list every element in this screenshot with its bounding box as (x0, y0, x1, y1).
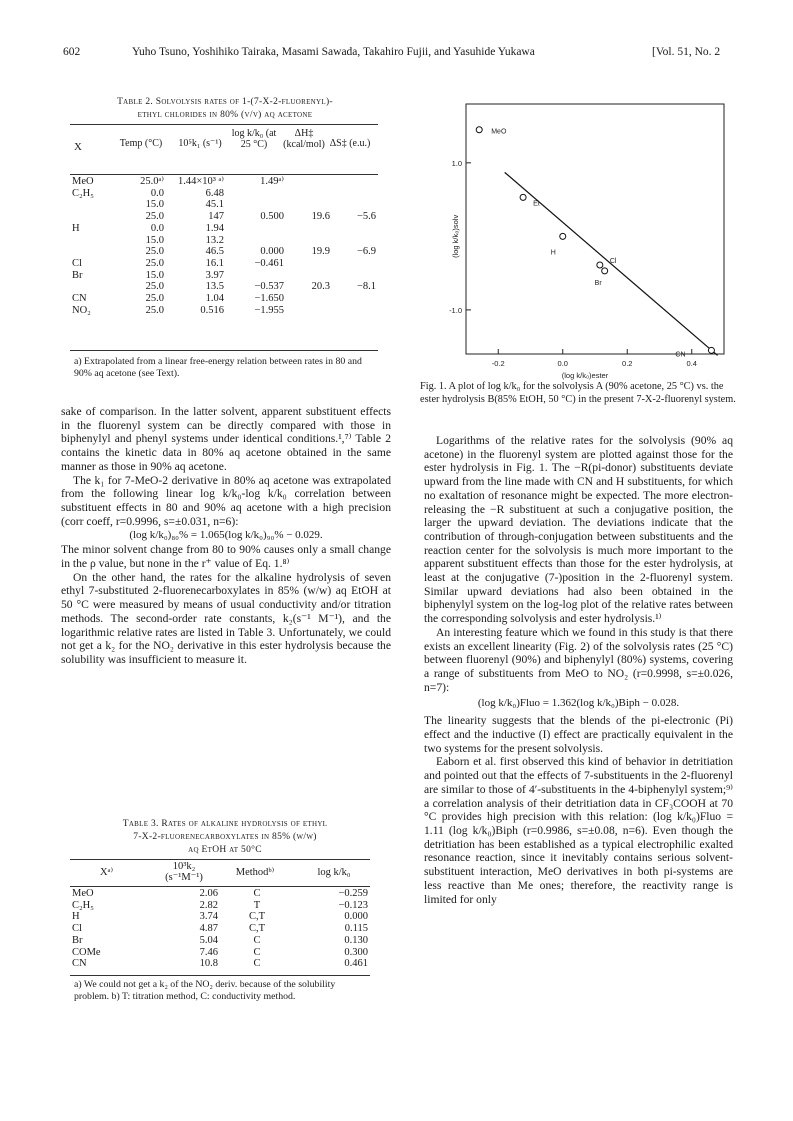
table2-row (70, 199, 378, 211)
table2-cell (286, 199, 332, 211)
table2-cell: 19.9 (311, 246, 330, 258)
table2-row (70, 305, 378, 317)
table2-bottom-rule (70, 350, 378, 351)
point-label: Et (533, 200, 540, 208)
table3-row (70, 935, 370, 947)
plot-frame (466, 104, 724, 354)
left-paragraph-4: On the other hand, the rates for the alkaline hydrolysis of seven ethyl 7-substituted 2-fluorenecarboxylates in 85% (w/w) aq EtOH at 50 °C were measured by means of usual conductivity and/or titration methods. The second-order rate constants, k₂(s⁻¹ M⁻¹), and the logarithmic relative rates are listed in Table 3. Unfortunately, we could not get a k₂ for the NO₂ derivative in this ester hydrolysis because the solubility was insufficient to measure it. (61, 570, 391, 666)
table2-cell: −0.461 (254, 257, 284, 269)
table2-cell (70, 246, 116, 258)
table2-footnote: a) Extrapolated from a linear free-energy relation between rates in 80 and 90% aq acetone (see Text). (74, 356, 362, 379)
table2-cell: 25.0 (145, 211, 164, 223)
table3-caption-line2: 7-X-2-fluorenecarboxylates in 85% (w/w) (133, 832, 317, 842)
table2-row (70, 176, 378, 188)
table2-cell: 25.0 (145, 246, 164, 258)
table3-header-logk: log k/k₀ (317, 867, 351, 878)
table2-cell: 147 (208, 211, 224, 223)
table2-row (70, 211, 378, 223)
table2-header-ds: ΔS‡ (e.u.) (329, 138, 371, 149)
table2-cell (226, 235, 286, 247)
table2-cell (332, 305, 378, 317)
table2-cell: 19.6 (311, 211, 330, 223)
page-number: 602 (63, 46, 81, 58)
table2-cell: −1.650 (254, 293, 284, 305)
table3-cell: 2.82 (199, 899, 218, 911)
table2-cell (286, 305, 332, 317)
x-tick-label: 0.2 (622, 359, 633, 368)
table3-row (70, 947, 370, 959)
table3-row (70, 923, 370, 935)
point-label: Cl (609, 258, 617, 266)
table2-cell: 25.0 (145, 304, 164, 316)
table2-caption-line1: Table 2. Solvolysis rates of 1-(7-X-2-fluorenyl)- (117, 97, 333, 107)
table3-header-k2: 10³k₂ (s⁻¹M⁻¹) (165, 861, 203, 883)
table2-row (70, 246, 378, 258)
data-point (597, 262, 603, 268)
table3-cell: −0.123 (338, 899, 368, 911)
point-label: Br (594, 279, 602, 287)
table2-cell: 13.5 (205, 281, 224, 293)
table2-row (70, 258, 378, 270)
table3-top-rule (70, 859, 370, 860)
table2-cell (286, 176, 332, 188)
right-paragraph-1: Logarithms of the relative rates for the solvolysis (90% aq acetone) in the fluorenyl system are plotted against those for the ester hydrolysis in Fig. 1. The −R(pi-donor) substituents deviate upward from the line made with CN and H substituents, for which no exaltation of resonance might be expected. The more electron-releasing the −R substituent at such a conjugative position, the larger the upward deviation. The deviations indicate that the contribution of through-conjugation between substituents and the reaction center for the solvolysis is much more important to the apparent substituent effects than those for the ester hydrolysis, at least at the conjugative (7-)position in the 2-fluorenyl system. Similar upward deviations had also been obtained in the biphenylyl system on the log-log plot of the relative rates between the corresponding solvolysis and ester hydrolysis.¹⁾ (424, 434, 733, 626)
table2-top-rule (70, 124, 378, 125)
table3-bottom-rule (70, 975, 370, 976)
table2-cell: 25.0ᵃ⁾ (140, 176, 164, 187)
table3-cell: 0.461 (344, 958, 368, 970)
table2-cell: 25.0 (145, 293, 164, 305)
table3-body (70, 888, 370, 970)
table3-cell: C (253, 934, 261, 946)
figure-1-plot (416, 92, 736, 382)
table3-cell: C (253, 946, 261, 958)
table2-cell (286, 270, 332, 282)
table3-cell: MeO (72, 888, 94, 899)
right-paragraph-2: An interesting feature which we found in this study is that there exists an excellent linearity (Fig. 2) of the solvolysis rates (25 °C) between fluorenyl (90%) and biphenylyl (80%) systems, covering a range of substituents from MeO to NO₂ (r=0.9998, s=±0.026, n=7): (424, 625, 733, 694)
table3-cell: T (253, 899, 261, 911)
table2-row (70, 223, 378, 235)
table3-cell: 0.000 (344, 911, 368, 923)
equation-2: (log k/k₀)Fluo = 1.362(log k/k₀)Biph − 0.028. (477, 697, 680, 710)
table2-cell: CN (72, 293, 87, 305)
table2-cell: 1.94 (205, 222, 224, 234)
y-tick-label: 1.0 (451, 158, 462, 168)
table3-cell: Br (72, 934, 83, 946)
table2-header-temp: Temp (°C) (119, 138, 163, 149)
table3-header-x: Xᵃ⁾ (100, 867, 114, 878)
table2-cell: 1.49ᵃ⁾ (260, 176, 284, 187)
table3-cell: C,T (248, 911, 266, 923)
table3-cell: 3.74 (199, 911, 218, 923)
table2-cell: 0.500 (260, 211, 284, 223)
table2-cell: 15.0 (145, 199, 164, 211)
header-authors: Yuho Tsuno, Yoshihiko Tairaka, Masami Sawada, Takahiro Fujii, and Yasuhide Yukawa (132, 46, 535, 58)
table3-cell: 0.115 (344, 923, 368, 935)
table2-cell: 0.0 (150, 187, 164, 199)
table2-cell (286, 235, 332, 247)
table3-cell: 4.87 (199, 923, 218, 935)
data-point (602, 268, 608, 274)
table2-cell: 20.3 (311, 281, 330, 293)
x-tick-label: 0.0 (557, 359, 568, 368)
table2-cell (286, 258, 332, 270)
table2-cell (226, 270, 286, 282)
table2-row (70, 235, 378, 247)
table3-cell: C₂H₅ (72, 899, 94, 911)
table2-cell (70, 211, 116, 223)
table3-row (70, 911, 370, 923)
data-point (560, 233, 566, 239)
table2-cell (332, 293, 378, 305)
figure-1-caption-text: Fig. 1. A plot of log k/k₀ for the solvolysis A (90% acetone, 25 °C) vs. the ester hydrolysis B(85% EtOH, 50 °C) in the present 7-X-2-fluorenyl system. (420, 381, 736, 405)
table2-cell (286, 293, 332, 305)
table2-cell: −6.9 (356, 246, 376, 258)
table2-cell (332, 223, 378, 235)
table3-caption-line1: Table 3. Rates of alkaline hydrolysis of ethyl (122, 819, 328, 829)
table2-cell: −5.6 (356, 211, 376, 223)
table2-cell: 0.000 (260, 246, 284, 258)
table2-cell (332, 258, 378, 270)
table2-row (70, 270, 378, 282)
table2-cell (226, 188, 286, 200)
right-paragraph-3: The linearity suggests that the blends of the pi-electronic (Pi) effect and the inductive (I) effect are practically equivalent in the two systems for the present solvolysis. (424, 714, 733, 755)
table2-cell: 16.1 (205, 257, 224, 269)
table2-cell (332, 235, 378, 247)
right-paragraph-4: Eaborn et al. first observed this kind of behavior in detritiation and pointed out that the effects of 7-substituents in the 2-fluorenyl are similar to those of 4′-substituents in the 4-biphenylyl system;⁹⁾ a correlation analysis of their detritiation data in CF₃COOH at 70 °C provides high precision with this relation: (log k/k₀)Fluo = 1.11 (log k/k₀)Biph (r=0.9986, s=±0.08, n=6). Even though the detritiation has been established as a typical electrophilic exalted resonance reaction, since it inevitably contains serious solvent-substituent interaction, MeO derivatives in both pi-systems are less reactive than Me ones; therefore, the reactivity range is limited for only (424, 755, 733, 906)
table2-cell: NO₂ (72, 304, 91, 316)
data-point (520, 194, 526, 200)
table2-cell (332, 270, 378, 282)
table2-cell: 1.04 (205, 293, 224, 305)
equation-1: (log k/k₀)₈₀% = 1.065(log k/k₀)₉₀% − 0.029. (129, 529, 323, 542)
table3-cell: COMe (72, 946, 101, 958)
left-paragraph-3: The minor solvent change from 80 to 90% causes only a small change in the ρ value, but none in the r⁺ value of Eq. 1.⁸⁾ (61, 543, 391, 571)
table3-cell: 7.46 (199, 946, 218, 958)
table2-cell: 6.48 (205, 187, 224, 199)
table2-caption-line2: ethyl chlorides in 80% (v/v) aq acetone (137, 110, 313, 120)
table2-header-rule (70, 174, 378, 175)
table2-cell: 1.44×10³ ᵃ⁾ (177, 176, 224, 187)
table2-row (70, 188, 378, 200)
table3-row (70, 888, 370, 900)
table2-cell: H (72, 222, 80, 234)
point-label: H (550, 249, 556, 257)
table3-cell: 0.130 (344, 934, 368, 946)
table2-cell (70, 281, 116, 293)
table3-header-method: Methodᵇ⁾ (235, 867, 275, 878)
table3-cell: −0.259 (338, 888, 368, 899)
point-label: MeO (491, 128, 507, 136)
table2-cell: 0.516 (200, 304, 224, 316)
table3-row (70, 900, 370, 912)
table2-body (70, 176, 378, 316)
table2-cell (226, 223, 286, 235)
table2-cell (226, 199, 286, 211)
table2-cell (286, 223, 332, 235)
table2-header-dh: ΔH‡ (kcal/mol) (283, 128, 325, 150)
table3-cell: CN (72, 958, 87, 970)
table2-cell: 3.97 (205, 269, 224, 281)
table2-header-logk: log k/k₀ (at 25 °C) (231, 128, 277, 150)
table3-footnote: a) We could not get a k₂ of the NO₂ deriv. because of the solubility problem. b) T: titration method, C: conductivity method. (74, 979, 336, 1002)
table2-header (70, 128, 378, 172)
table3-cell: 5.04 (199, 934, 218, 946)
table2-cell (332, 188, 378, 200)
table2-cell (70, 199, 116, 211)
table2-cell (332, 176, 378, 188)
table2-header-x: X (74, 141, 82, 153)
figure-1-caption (420, 381, 740, 406)
table2-cell: 15.0 (145, 269, 164, 281)
data-point (476, 127, 482, 133)
table2-cell: 15.0 (145, 234, 164, 246)
table2-cell: 25.0 (145, 281, 164, 293)
y-axis-label: (log k/k₀)solv (451, 214, 460, 258)
table3-cell: 10.8 (199, 958, 218, 970)
table2-cell: −0.537 (254, 281, 284, 293)
y-tick-label: -1.0 (449, 305, 462, 315)
left-text-block (61, 405, 391, 667)
table2-cell: Br (72, 269, 83, 281)
table3-cell: C,T (248, 923, 266, 935)
table2-cell (286, 188, 332, 200)
table3-cell: C (253, 958, 261, 970)
x-tick-label: 0.4 (686, 359, 697, 368)
table2-cell: 45.1 (205, 199, 224, 211)
point-label: CN (675, 351, 686, 359)
table3-header (70, 861, 370, 885)
table3-row (70, 958, 370, 970)
table2-cell: 46.5 (205, 246, 224, 258)
left-paragraph-2: The k₁ for 7-MeO-2 derivative in 80% aq acetone was extrapolated from the following linear log k/k₀-log k/k₀ correlation between substituent effects in 80 and 90% aq acetone with a high precision (corr coeff, r=0.9996, s=±0.031, n=6): (61, 473, 391, 528)
table2-cell: Cl (72, 257, 82, 269)
table2-cell: 0.0 (150, 222, 164, 234)
right-text-block (424, 434, 733, 906)
table2-cell: MeO (72, 176, 94, 187)
table3-cell: C (253, 888, 261, 899)
table3-cell: Cl (72, 923, 82, 935)
table2-header-k1: 10⁵k₁ (s⁻¹) (178, 138, 222, 149)
x-tick-label: -0.2 (491, 359, 505, 368)
table3-cell: H (72, 911, 80, 923)
table3-caption-line3: aq EtOH at 50°C (188, 845, 262, 855)
table2-cell: 25.0 (145, 257, 164, 269)
table2-row (70, 293, 378, 305)
table3-header-rule (70, 886, 370, 887)
data-point (708, 347, 714, 353)
table2-cell: −8.1 (356, 281, 376, 293)
table2-row (70, 281, 378, 293)
table2-cell: −1.955 (254, 304, 284, 316)
table2-cell: C₂H₅ (72, 187, 94, 199)
table3-cell: 0.300 (344, 946, 368, 958)
table2-cell: 13.2 (205, 234, 224, 246)
x-axis-label: (log k/k₀)ester (561, 371, 609, 380)
header-volume: [Vol. 51, No. 2 (652, 46, 721, 58)
table2-cell (332, 199, 378, 211)
left-paragraph-1: sake of comparison. In the latter solvent, apparent substituent effects in the fluorenyl system can be directly compared with those in biphenylyl and phenyl systems under identical conditions.¹,⁷⁾ Table 2 contains the kinetic data in 80% aq acetone obtained in the same manner as those in 90% aq acetone. (61, 405, 391, 473)
table2-cell (70, 235, 116, 247)
table3-cell: 2.06 (199, 888, 218, 899)
